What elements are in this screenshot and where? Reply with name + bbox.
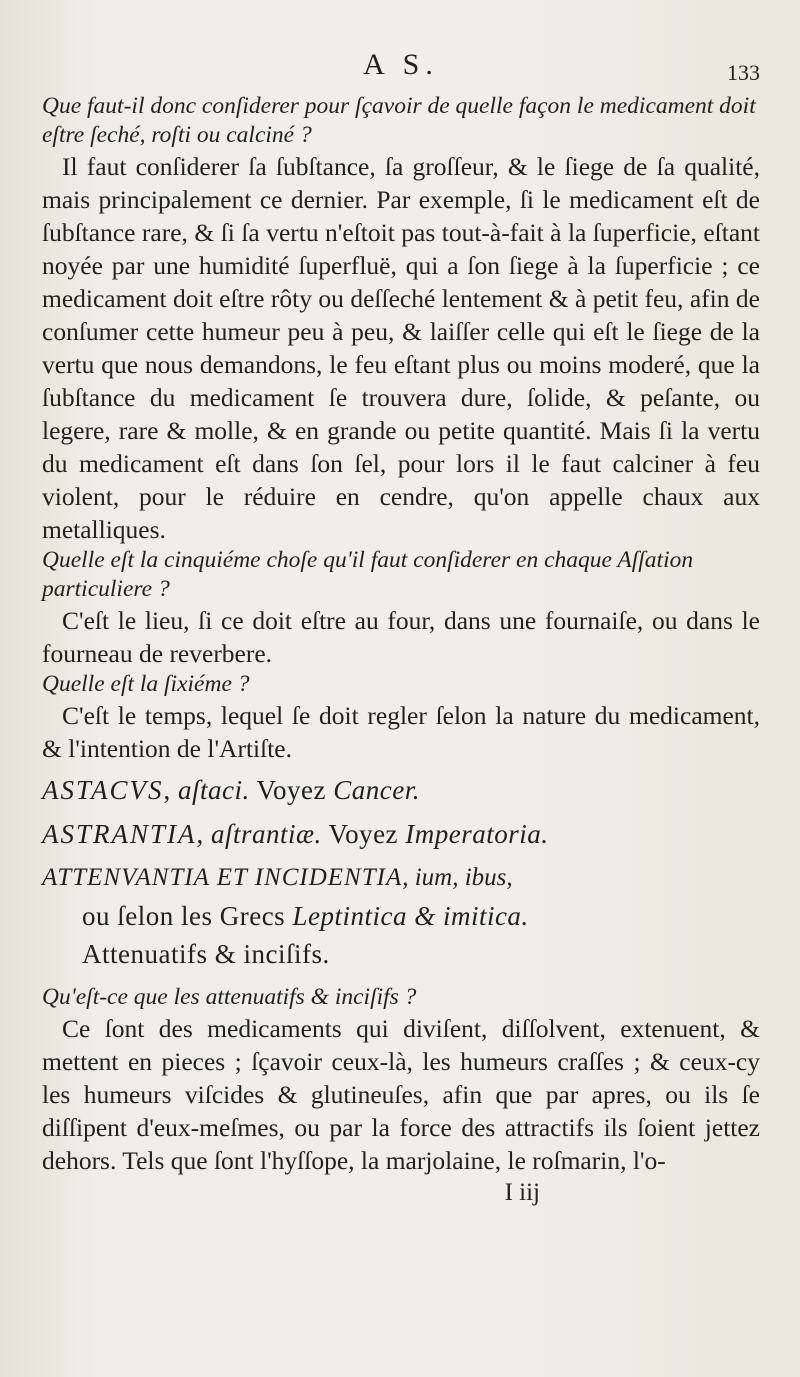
running-head [42, 48, 760, 92]
question-1: Que faut-il donc conſiderer pour ſçavoir de quelle façon le medicament doit eſtre ſeché, roſti ou calciné ? [42, 93, 756, 148]
entry-greek-prefix: ou ſelon les Grecs [82, 901, 293, 931]
answer-4: Ce ſont des medicaments qui diviſent, diſſolvent, extenuent, & mettent en pieces ; ſçavoir ceux-là, les humeurs craſſes ; & ceux-cy les humeurs viſcides & glutineuſes, afin que par apres, ou ils ſe diſſipent d'eux-meſmes, ou par la force des attractifs ils ſoient jettez dehors. Tels que ſont l'hyſſope, la marjolaine, le roſmarin, l'o- [42, 1014, 760, 1175]
entry-headword: ATTENVANTIA ET INCIDENTIA [42, 864, 403, 891]
answer-1: Il faut conſiderer ſa ſubſtance, ſa groſſeur, & le ſiege de ſa qualité, mais principalement ce dernier. Par exemple, ſi le medicament eſt de ſubſtance rare, & ſi ſa vertu n'eſtoit pas tout-à-fait à la ſuperficie, eſtant noyée par une humidité ſuperfluë, qui a ſon ſiege à la ſuperficie ; ce medicament doit eſtre rôty ou deſſeché lentement & à petit feu, afin de conſumer cette humeur peu à peu, & laiſſer celle qui eſt le ſiege de la vertu que nous demandons, le feu eſtant plus ou moins moderé, que la ſubſtance du medicament ſe trouvera dure, ſolide, & peſante, ou legere, rare & molle, & en grande ou petite quantité. Mais ſi la vertu du medicament eſt dans ſon ſel, pour lors il le faut calciner à feu violent, pour le réduire en cendre, qu'on appelle chaux aux metalliques. [42, 152, 760, 544]
question-4: Qu'eſt-ce que les attenuatifs & inciſifs ? [42, 984, 417, 1010]
entry-headword: ASTACVS [42, 775, 164, 805]
answer-2: C'eſt le lieu, ſi ce doit eſtre au four, dans une fournaiſe, ou dans le fourneau de reverbere. [42, 606, 760, 668]
entry-variant: aſtaci. [178, 775, 250, 805]
entry-headword: ASTRANTIA [42, 819, 197, 849]
page-number: 133 [727, 60, 760, 85]
entry-variant: aſtrantiæ. [211, 819, 322, 849]
entry-reference: Imperatoria. [405, 819, 549, 849]
entry-attenuantia-french [42, 935, 760, 973]
entry-astacus [42, 771, 760, 809]
body-text [42, 92, 760, 1209]
entry-separator: , [196, 819, 212, 849]
question-3: Quelle eſt la ſixiéme ? [42, 671, 250, 697]
entry-separator: , [163, 775, 178, 805]
signature-mark: I iij [504, 1179, 540, 1206]
entry-french-terms: Attenuatifs & inciſifs. [82, 939, 330, 969]
entry-greek-terms: Leptintica & imitica. [292, 901, 529, 931]
entry-see: Voyez [321, 819, 406, 849]
running-title: A S. [363, 48, 439, 81]
entry-astrantia [42, 815, 760, 853]
entry-attenuantia-greek [42, 897, 760, 935]
question-2: Quelle eſt la cinquiéme choſe qu'il faut conſiderer en chaque Aſſation particuliere ? [42, 547, 694, 602]
entry-attenuantia [42, 859, 760, 897]
entry-see: Voyez [249, 775, 334, 805]
entry-suffix: , ium, ibus, [402, 864, 513, 891]
entry-reference: Cancer. [333, 775, 420, 805]
answer-3: C'eſt le temps, lequel ſe doit regler ſelon la nature du medicament, & l'intention de l'Artiſte. [42, 701, 760, 763]
